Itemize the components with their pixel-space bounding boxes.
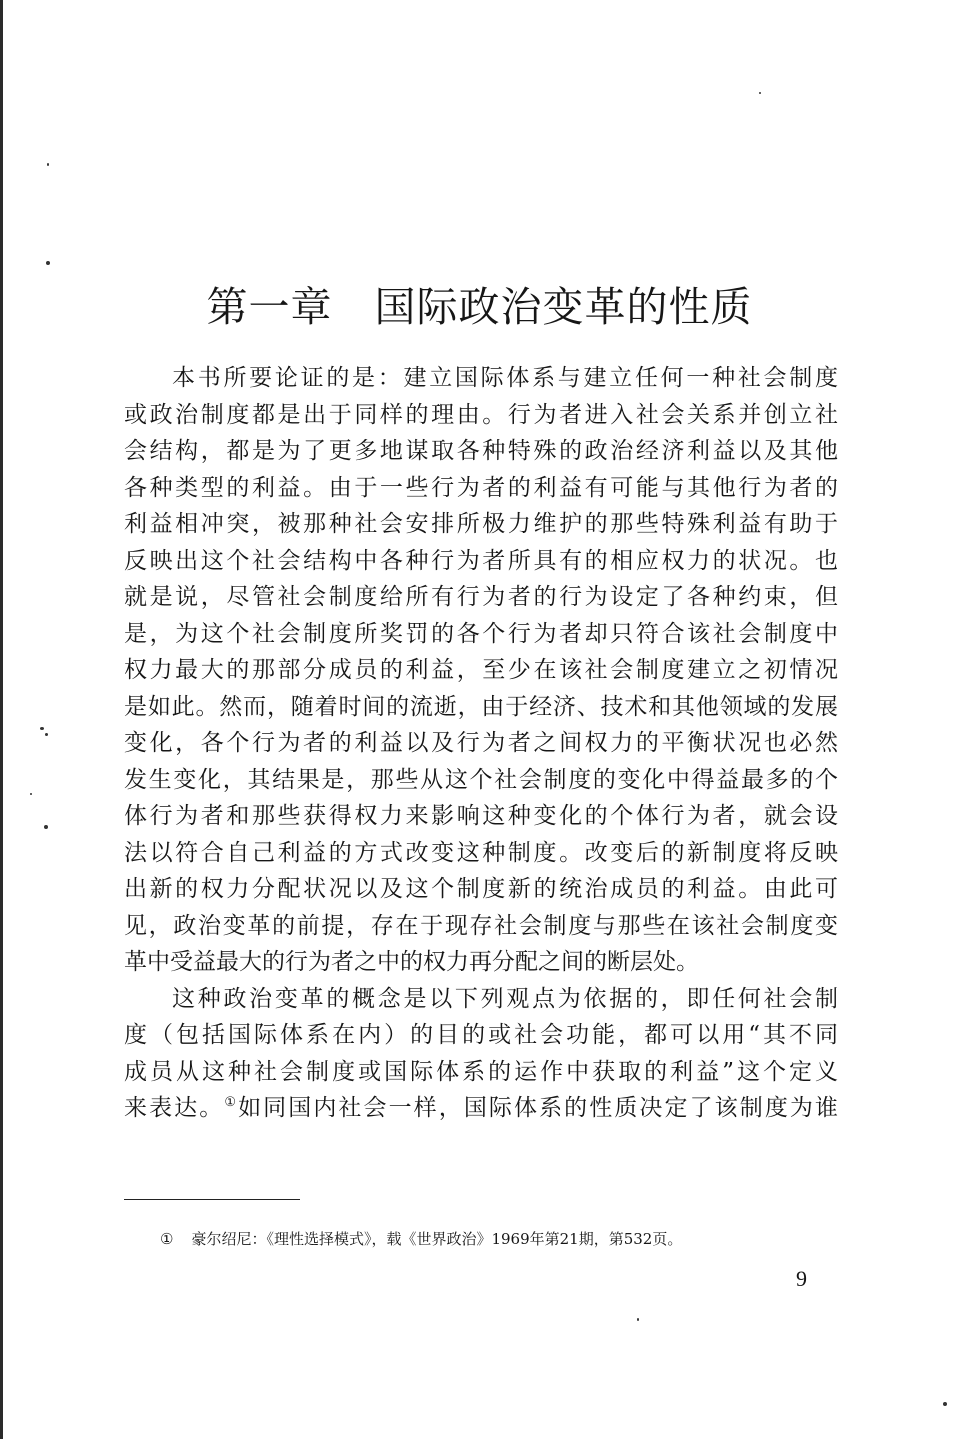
paragraph-2 (124, 981, 838, 1127)
text-fragment: 来表达。 (124, 1095, 225, 1121)
body-text (124, 360, 838, 1127)
scan-speck (40, 727, 44, 730)
scan-speck (47, 163, 49, 166)
text-line: 权力最大的那部分成员的利益，至少在该社会制度建立之初情况 (124, 657, 838, 683)
text-line: 出新的权力分配状况以及这个制度新的统治成员的利益。由此可 (124, 876, 838, 902)
scan-speck (45, 733, 48, 736)
page-number: 9 (796, 1266, 807, 1291)
footnote-reference[interactable]: ① (224, 1095, 239, 1110)
footnote-marker: ① (160, 1230, 174, 1248)
text-line: 变化，各个行为者的利益以及行为者之间权力的平衡状况也必然 (124, 730, 838, 756)
text-line: 成员从这种社会制度或国际体系的运作中获取的利益”这个定义 (124, 1058, 838, 1085)
text-line: 反映出这个社会结构中各种行为者所具有的相应权力的状况。也 (124, 547, 838, 574)
text-line: 本书所要论证的是：建立国际体系与建立任何一种社会制度 (172, 365, 838, 391)
scan-speck (46, 261, 50, 265)
text-line: 见，政治变革的前提，存在于现存社会制度与那些在该社会制度变 (124, 912, 838, 939)
text-line: 革中受益最大的行为者之中的权力再分配之间的断层处。 (124, 949, 699, 975)
scan-speck (44, 825, 48, 829)
scan-speck (30, 793, 32, 795)
text-line: 各种类型的利益。由于一些行为者的利益有可能与其他行为者的 (124, 474, 838, 501)
footnote-divider (124, 1199, 300, 1200)
text-line: 或政治制度都是出于同样的理由。行为者进入社会关系并创立社 (124, 401, 838, 428)
text-line: 就是说，尽管社会制度给所有行为者的行为设定了各种约束，但 (124, 584, 838, 610)
text-line: 是如此。然而，随着时间的流逝，由于经济、技术和其他领域的发展 (124, 693, 838, 720)
text-fragment: 如同国内社会一样，国际体系的性质决定了该制度为谁 (238, 1095, 839, 1121)
footnote-text: 豪尔绍尼：《理性选择模式》，载《世界政治》1969年第21期，第532页。 (191, 1230, 683, 1248)
scan-left-edge (0, 0, 3, 1439)
text-line: 度（包括国际体系在内）的目的或社会功能，都可以用“其不同 (124, 1022, 838, 1048)
footnote (160, 1228, 682, 1250)
text-line: 这种政治变革的概念是以下列观点为依据的，即任何社会制 (172, 985, 838, 1012)
scan-speck (759, 92, 761, 94)
text-line: 会结构，都是为了更多地谋取各种特殊的政治经济利益以及其他 (124, 438, 838, 464)
text-line: 体行为者和那些获得权力来影响这种变化的个体行为者，就会设 (124, 803, 838, 829)
text-line: 发生变化，其结果是，那些从这个社会制度的变化中得益最多的个 (124, 766, 838, 793)
paragraph-1 (124, 360, 838, 981)
text-line: 法以符合自己利益的方式改变这种制度。改变后的新制度将反映 (124, 839, 838, 866)
text-line: 利益相冲突，被那种社会安排所极力维护的那些特殊利益有助于 (124, 511, 838, 537)
text-line (124, 1090, 838, 1127)
text-line: 是，为这个社会制度所奖罚的各个行为者却只符合该社会制度中 (124, 620, 838, 647)
scan-speck (637, 1318, 639, 1321)
scan-speck (943, 1402, 947, 1406)
chapter-title: 第一章 国际政治变革的性质 (206, 283, 753, 332)
